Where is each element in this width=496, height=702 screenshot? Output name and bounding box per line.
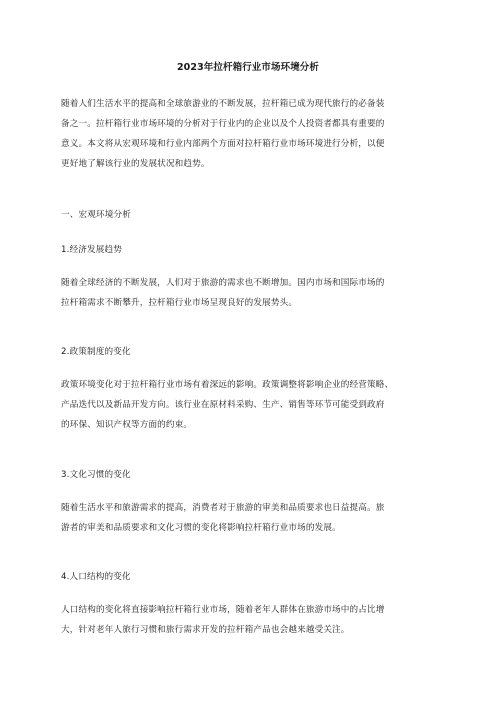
text-line: 的环保、知识产权等方面的约束。 <box>61 420 193 430</box>
text-line: 游者的审美和品质要求和文化习惯的变化将影响拉杆箱行业市场的发展。 <box>61 523 341 533</box>
text-line: 人口结构的变化将直接影响拉杆箱行业市场，随着老年人群体在旅游市场中的占比增 <box>61 605 385 615</box>
economy-paragraph <box>61 273 449 313</box>
subsection-heading-population: 4.人口结构的变化 <box>61 572 131 582</box>
culture-paragraph <box>61 498 449 538</box>
policy-paragraph <box>61 375 449 435</box>
text-line: 随着生活水平和旅游需求的提高，消费者对于旅游的审美和品质要求也日益提高。旅 <box>61 503 385 513</box>
text-line: 更好地了解该行业的发展状况和趋势。 <box>61 159 210 169</box>
document-title: 2023年拉杆箱行业市场环境分析 <box>176 62 320 73</box>
text-line: 备之一。拉杆箱行业市场环境的分析对于行业内的企业以及个人投资者都具有重要的 <box>61 119 385 129</box>
text-line: 随着人们生活水平的提高和全球旅游业的不断发展，拉杆箱已成为现代旅行的必备装 <box>61 99 385 109</box>
subsection-heading-economy: 1.经济发展趋势 <box>61 245 122 255</box>
subsection-heading-policy: 2.政策制度的变化 <box>61 347 131 357</box>
text-line: 政策环境变化对于拉杆箱行业市场有着深远的影响。政策调整将影响企业的经营策略、 <box>61 380 394 390</box>
text-line: 产品迭代以及新品开发方向。该行业在原材料采购、生产、销售等环节可能受到政府 <box>61 400 385 410</box>
text-line: 大，针对老年人旅行习惯和旅行需求开发的拉杆箱产品也会越来越受关注。 <box>61 625 350 635</box>
intro-paragraph <box>61 94 449 174</box>
text-line: 意义。本文将从宏观环境和行业内部两个方面对拉杆箱行业市场环境进行分析，以便 <box>61 139 385 149</box>
text-line: 拉杆箱需求不断攀升，拉杆箱行业市场呈现良好的发展势头。 <box>61 298 298 308</box>
section-heading-macro: 一、宏观环境分析 <box>61 210 131 220</box>
text-line: 随着全球经济的不断发展，人们对于旅游的需求也不断增加。国内市场和国际市场的 <box>61 278 385 288</box>
subsection-heading-culture: 3.文化习惯的变化 <box>61 470 131 480</box>
population-paragraph <box>61 600 449 640</box>
